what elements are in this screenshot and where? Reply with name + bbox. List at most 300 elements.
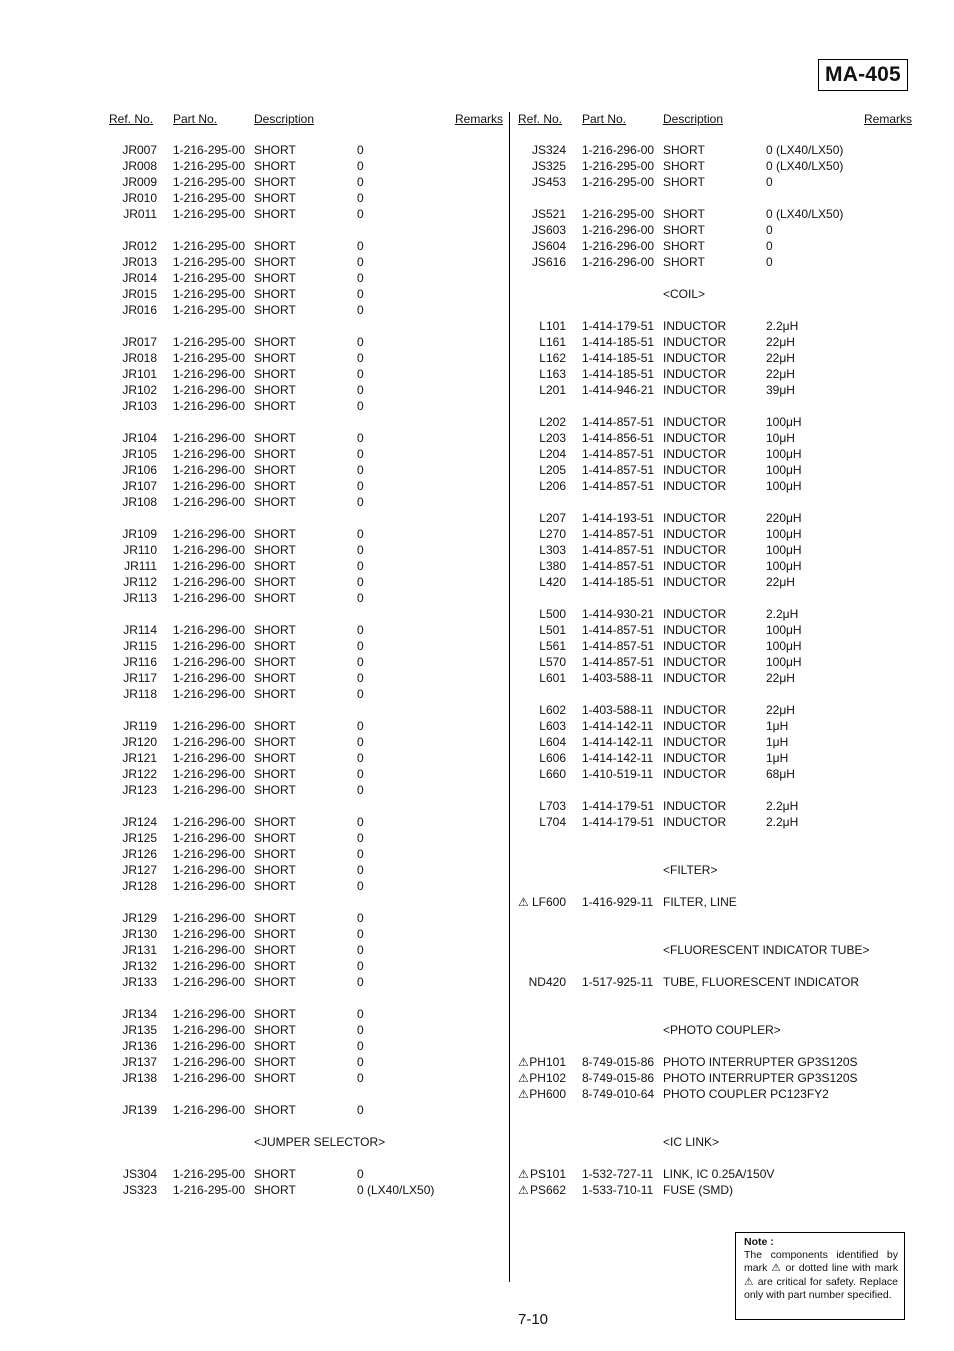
value: 0 <box>357 1103 364 1117</box>
part-no: 1-403-588-11 <box>582 671 654 685</box>
value: 0 <box>357 335 364 349</box>
part-no: 1-532-727-11 <box>582 1167 654 1181</box>
table-row <box>514 894 914 910</box>
part-no: 1-414-857-51 <box>582 479 655 493</box>
table-row <box>105 974 505 990</box>
table-row <box>105 142 505 158</box>
table-row <box>105 926 505 942</box>
ref-no: L602 <box>539 703 566 717</box>
description: SHORT <box>254 175 296 189</box>
ref-no: L501 <box>539 623 566 637</box>
value: 0 <box>357 191 364 205</box>
ref-no: JR013 <box>122 255 157 269</box>
value: 0 <box>357 287 364 301</box>
value: 0 <box>357 255 364 269</box>
description: LINK, IC 0.25A/150V <box>663 1167 775 1181</box>
table-row <box>105 1054 505 1070</box>
value: 0 <box>357 575 364 589</box>
ref-no: L380 <box>539 559 566 573</box>
table-row <box>105 734 505 750</box>
table-row <box>514 318 914 334</box>
ref-no: L205 <box>539 463 566 477</box>
description: SHORT <box>254 655 296 669</box>
ref-no: JR104 <box>122 431 157 445</box>
section-label: <IC LINK> <box>663 1135 720 1149</box>
ref-no: JR119 <box>123 719 157 733</box>
part-no: 1-414-185-51 <box>582 351 655 365</box>
table-row <box>514 462 914 478</box>
ref-no: L604 <box>539 735 566 749</box>
value: 100μH <box>766 527 802 541</box>
part-no: 1-216-295-00 <box>173 143 246 157</box>
description: SHORT <box>663 207 705 221</box>
ref-no: L163 <box>539 367 566 381</box>
description: SHORT <box>254 1103 296 1117</box>
part-no: 1-517-925-11 <box>582 975 654 989</box>
safety-note <box>735 1232 905 1320</box>
value: 0 <box>357 655 364 669</box>
table-row <box>105 494 505 510</box>
value: 0 <box>357 751 364 765</box>
value: 0 <box>357 431 364 445</box>
part-no: 1-216-296-00 <box>173 719 246 733</box>
part-no: 1-216-295-00 <box>173 351 246 365</box>
ref-no: L660 <box>539 767 566 781</box>
ref-no: JR008 <box>122 159 157 173</box>
ref-no: JR125 <box>122 831 157 845</box>
part-no: 1-216-296-00 <box>173 911 246 925</box>
description: INDUCTOR <box>663 751 727 765</box>
ref-no: LF600 <box>531 895 566 909</box>
part-no: 1-216-296-00 <box>173 495 246 509</box>
part-no: 1-216-296-00 <box>173 447 246 461</box>
description: SHORT <box>254 1007 296 1021</box>
description: SHORT <box>254 575 296 589</box>
part-no: 1-216-296-00 <box>173 751 246 765</box>
table-row <box>105 1022 505 1038</box>
ref-no: JR136 <box>122 1039 157 1053</box>
description: SHORT <box>254 303 296 317</box>
parts-column-right <box>514 112 914 1198</box>
description: SHORT <box>254 911 296 925</box>
description: SHORT <box>254 847 296 861</box>
part-no: 1-216-295-00 <box>582 207 655 221</box>
table-row <box>105 1102 505 1118</box>
table-row <box>514 1166 914 1182</box>
value: 2.2μH <box>766 799 799 813</box>
description: SHORT <box>254 1183 296 1197</box>
value: 0 <box>357 1039 364 1053</box>
value: 22μH <box>766 703 795 717</box>
table-row <box>105 750 505 766</box>
part-no: 1-216-296-00 <box>173 383 246 397</box>
ref-no: JR124 <box>122 815 157 829</box>
table-row <box>514 1070 914 1086</box>
value: 1μH <box>766 719 789 733</box>
part-no: 1-216-295-00 <box>173 175 246 189</box>
ref-no: L601 <box>539 671 566 685</box>
table-row <box>105 174 505 190</box>
description: SHORT <box>254 479 296 493</box>
description: SHORT <box>254 559 296 573</box>
value: 0 <box>357 783 364 797</box>
table-row <box>105 286 505 302</box>
ref-no: JR017 <box>122 335 157 349</box>
part-no: 1-216-296-00 <box>173 399 246 413</box>
part-no: 1-216-295-00 <box>582 159 655 173</box>
table-row <box>514 1086 914 1102</box>
description: SHORT <box>254 959 296 973</box>
description: INDUCTOR <box>663 319 727 333</box>
table-row <box>105 1038 505 1054</box>
table-row <box>514 1054 914 1070</box>
model-label: MA-405 <box>818 59 908 91</box>
value: 0 <box>766 255 773 269</box>
part-no: 1-414-857-51 <box>582 527 655 541</box>
ref-no: JR110 <box>123 543 157 557</box>
description: PHOTO INTERRUPTER GP3S120S <box>663 1071 858 1085</box>
ref-no: JS325 <box>531 159 566 173</box>
part-no: 1-216-295-00 <box>173 303 246 317</box>
value: 0 <box>357 1167 364 1181</box>
ref-no: JR011 <box>123 207 157 221</box>
section-heading <box>105 1134 505 1150</box>
ref-no: PS662 <box>529 1183 566 1197</box>
value: 0 <box>357 719 364 733</box>
part-no: 1-216-296-00 <box>173 831 246 845</box>
value: 0 <box>357 143 364 157</box>
value: 220μH <box>766 511 802 525</box>
description: SHORT <box>663 143 705 157</box>
description: SHORT <box>254 495 296 509</box>
ref-no: L270 <box>539 527 566 541</box>
part-no: 1-416-929-11 <box>582 895 654 909</box>
value: 0 <box>357 623 364 637</box>
ref-no: JS323 <box>122 1183 157 1197</box>
value: 1μH <box>766 735 789 749</box>
part-no: 8-749-015-86 <box>582 1055 655 1069</box>
table-row <box>514 478 914 494</box>
caution-icon: ⚠ <box>518 1087 529 1101</box>
table-row <box>105 158 505 174</box>
part-no: 8-749-010-64 <box>582 1087 655 1101</box>
header-ref-no: Ref. No. <box>109 112 154 126</box>
ref-no: JR109 <box>122 527 157 541</box>
description: SHORT <box>254 367 296 381</box>
ref-no: JR007 <box>122 143 157 157</box>
ref-no: JR135 <box>122 1023 157 1037</box>
description: SHORT <box>254 255 296 269</box>
value: 10μH <box>766 431 795 445</box>
table-row <box>514 382 914 398</box>
description: SHORT <box>254 463 296 477</box>
table-row <box>105 862 505 878</box>
table-row <box>514 334 914 350</box>
caution-icon: ⚠ <box>518 1167 529 1181</box>
part-no: 1-414-856-51 <box>582 431 655 445</box>
ref-no: L500 <box>539 607 566 621</box>
ref-no: L206 <box>539 479 566 493</box>
description: SHORT <box>254 591 296 605</box>
table-row <box>105 382 505 398</box>
ref-no: JR126 <box>122 847 157 861</box>
description: INDUCTOR <box>663 815 727 829</box>
value: 0 <box>357 767 364 781</box>
ref-no: L704 <box>539 815 566 829</box>
header-description: Description <box>254 112 315 126</box>
ref-no: JS604 <box>531 239 566 253</box>
value: 0 (LX40/LX50) <box>357 1183 435 1197</box>
parts-list-left <box>105 142 505 1198</box>
ref-no: JR113 <box>123 591 157 605</box>
parts-list-right <box>514 142 914 1198</box>
description: SHORT <box>254 527 296 541</box>
description: SHORT <box>254 271 296 285</box>
table-row <box>105 206 505 222</box>
description: SHORT <box>254 639 296 653</box>
ref-no: L161 <box>539 335 566 349</box>
value: 100μH <box>766 415 802 429</box>
value: 0 (LX40/LX50) <box>766 207 844 221</box>
part-no: 1-216-296-00 <box>173 943 246 957</box>
value: 0 (LX40/LX50) <box>766 159 844 173</box>
description: INDUCTOR <box>663 511 727 525</box>
part-no: 1-414-142-11 <box>582 719 654 733</box>
table-row <box>514 350 914 366</box>
ref-no: JR129 <box>122 911 157 925</box>
ref-no: PH101 <box>529 1055 566 1069</box>
description: SHORT <box>254 1023 296 1037</box>
description: SHORT <box>254 783 296 797</box>
table-row <box>105 190 505 206</box>
description: SHORT <box>254 447 296 461</box>
table-row <box>514 558 914 574</box>
table-row <box>514 1182 914 1198</box>
part-no: 1-414-946-21 <box>582 383 655 397</box>
part-no: 1-414-193-51 <box>582 511 655 525</box>
table-row <box>514 622 914 638</box>
part-no: 1-216-296-00 <box>582 143 655 157</box>
description: INDUCTOR <box>663 607 727 621</box>
description: PHOTO COUPLER PC123FY2 <box>663 1087 829 1101</box>
value: 0 <box>357 559 364 573</box>
value: 0 <box>357 479 364 493</box>
table-row <box>105 446 505 462</box>
section-label: <FILTER> <box>663 863 718 877</box>
table-row <box>105 1182 505 1198</box>
description: SHORT <box>254 687 296 701</box>
section-heading <box>514 1022 914 1038</box>
value: 0 <box>357 1071 364 1085</box>
header-remarks: Remarks <box>864 112 913 126</box>
value: 0 <box>766 223 773 237</box>
ref-no: JS453 <box>531 175 566 189</box>
ref-no: L203 <box>539 431 566 445</box>
table-row <box>514 606 914 622</box>
value: 0 <box>357 239 364 253</box>
description: INDUCTOR <box>663 383 727 397</box>
section-heading <box>514 1134 914 1150</box>
table-row <box>514 702 914 718</box>
description: INDUCTOR <box>663 767 727 781</box>
table-row <box>105 366 505 382</box>
table-row <box>514 222 914 238</box>
ref-no: PH600 <box>529 1087 566 1101</box>
part-no: 1-216-296-00 <box>173 1023 246 1037</box>
part-no: 1-216-296-00 <box>173 575 246 589</box>
part-no: 1-216-296-00 <box>173 767 246 781</box>
table-header <box>105 112 505 128</box>
part-no: 1-216-296-00 <box>173 879 246 893</box>
table-row <box>514 446 914 462</box>
part-no: 1-216-296-00 <box>173 1103 246 1117</box>
part-no: 1-414-857-51 <box>582 415 655 429</box>
part-no: 1-216-295-00 <box>173 191 246 205</box>
part-no: 1-403-588-11 <box>582 703 654 717</box>
part-no: 1-414-185-51 <box>582 335 655 349</box>
value: 0 <box>357 303 364 317</box>
description: INDUCTOR <box>663 527 727 541</box>
table-row <box>105 638 505 654</box>
table-row <box>105 238 505 254</box>
table-row <box>514 638 914 654</box>
value: 0 <box>357 175 364 189</box>
value: 100μH <box>766 655 802 669</box>
value: 22μH <box>766 351 795 365</box>
part-no: 1-216-296-00 <box>582 255 655 269</box>
table-row <box>514 670 914 686</box>
header-ref-no: Ref. No. <box>518 112 563 126</box>
ref-no: JR107 <box>122 479 157 493</box>
table-row <box>105 574 505 590</box>
ref-no: L570 <box>539 655 566 669</box>
description: SHORT <box>254 383 296 397</box>
table-row <box>105 782 505 798</box>
table-row <box>105 254 505 270</box>
value: 0 <box>766 175 773 189</box>
table-row <box>105 878 505 894</box>
value: 0 <box>357 639 364 653</box>
part-no: 1-216-296-00 <box>173 1071 246 1085</box>
description: INDUCTOR <box>663 671 727 685</box>
table-row <box>514 142 914 158</box>
part-no: 1-216-296-00 <box>173 543 246 557</box>
ref-no: ND420 <box>528 975 566 989</box>
description: INDUCTOR <box>663 335 727 349</box>
description: SHORT <box>254 543 296 557</box>
table-row <box>514 238 914 254</box>
description: SHORT <box>254 927 296 941</box>
section-label: <FLUORESCENT INDICATOR TUBE> <box>663 943 870 957</box>
ref-no: JR138 <box>122 1071 157 1085</box>
ref-no: JR114 <box>123 623 157 637</box>
value: 0 <box>357 207 364 221</box>
header-part-no: Part No. <box>582 112 627 126</box>
table-row <box>105 302 505 318</box>
ref-no: JR132 <box>122 959 157 973</box>
header-part-no: Part No. <box>173 112 218 126</box>
value: 0 <box>357 831 364 845</box>
ref-no: JR103 <box>122 399 157 413</box>
table-row <box>514 814 914 830</box>
value: 0 <box>357 1055 364 1069</box>
part-no: 1-216-296-00 <box>173 1055 246 1069</box>
ref-no: JS603 <box>531 223 566 237</box>
ref-no: JR121 <box>122 751 157 765</box>
ref-no: JR014 <box>122 271 157 285</box>
value: 0 <box>357 495 364 509</box>
description: INDUCTOR <box>663 623 727 637</box>
table-row <box>105 1166 505 1182</box>
description: INDUCTOR <box>663 543 727 557</box>
ref-no: PS101 <box>529 1167 566 1181</box>
table-row <box>105 942 505 958</box>
value: 2.2μH <box>766 815 799 829</box>
description: SHORT <box>254 1039 296 1053</box>
ref-no: JR130 <box>122 927 157 941</box>
description: SHORT <box>254 767 296 781</box>
description: SHORT <box>663 239 705 253</box>
part-no: 1-410-519-11 <box>582 767 654 781</box>
part-no: 1-216-296-00 <box>173 1039 246 1053</box>
ref-no: JS304 <box>122 1167 157 1181</box>
table-row <box>514 766 914 782</box>
description: SHORT <box>663 175 705 189</box>
description: SHORT <box>254 431 296 445</box>
value: 0 (LX40/LX50) <box>766 143 844 157</box>
description: SHORT <box>254 207 296 221</box>
description: SHORT <box>254 863 296 877</box>
value: 0 <box>357 847 364 861</box>
table-row <box>514 974 914 990</box>
description: SHORT <box>254 719 296 733</box>
part-no: 1-216-295-00 <box>173 287 246 301</box>
description: SHORT <box>254 287 296 301</box>
ref-no: JR133 <box>122 975 157 989</box>
value: 0 <box>357 543 364 557</box>
table-row <box>105 1006 505 1022</box>
part-no: 1-216-296-00 <box>173 463 246 477</box>
table-row <box>514 542 914 558</box>
table-row <box>514 734 914 750</box>
part-no: 1-533-710-11 <box>582 1183 654 1197</box>
table-row <box>105 670 505 686</box>
part-no: 1-216-295-00 <box>173 335 246 349</box>
ref-no: JR137 <box>122 1055 157 1069</box>
table-row <box>105 830 505 846</box>
value: 0 <box>357 367 364 381</box>
description: INDUCTOR <box>663 655 727 669</box>
part-no: 1-216-296-00 <box>173 431 246 445</box>
description: INDUCTOR <box>663 367 727 381</box>
ref-no: JR123 <box>122 783 157 797</box>
table-row <box>514 510 914 526</box>
section-heading <box>514 942 914 958</box>
part-no: 1-216-296-00 <box>582 239 655 253</box>
note-body: The components identified by mark ⚠ or dotted line with mark ⚠ are critical for safety. Replace only with part number specified. <box>744 1249 898 1301</box>
caution-icon: ⚠ <box>518 1055 529 1069</box>
description: INDUCTOR <box>663 799 727 813</box>
part-no: 1-216-296-00 <box>173 847 246 861</box>
table-row <box>514 430 914 446</box>
part-no: 1-414-142-11 <box>582 751 654 765</box>
table-row <box>514 798 914 814</box>
description: INDUCTOR <box>663 559 727 573</box>
ref-no: L162 <box>539 351 566 365</box>
description: INDUCTOR <box>663 719 727 733</box>
part-no: 1-414-185-51 <box>582 367 655 381</box>
part-no: 1-414-179-51 <box>582 815 655 829</box>
